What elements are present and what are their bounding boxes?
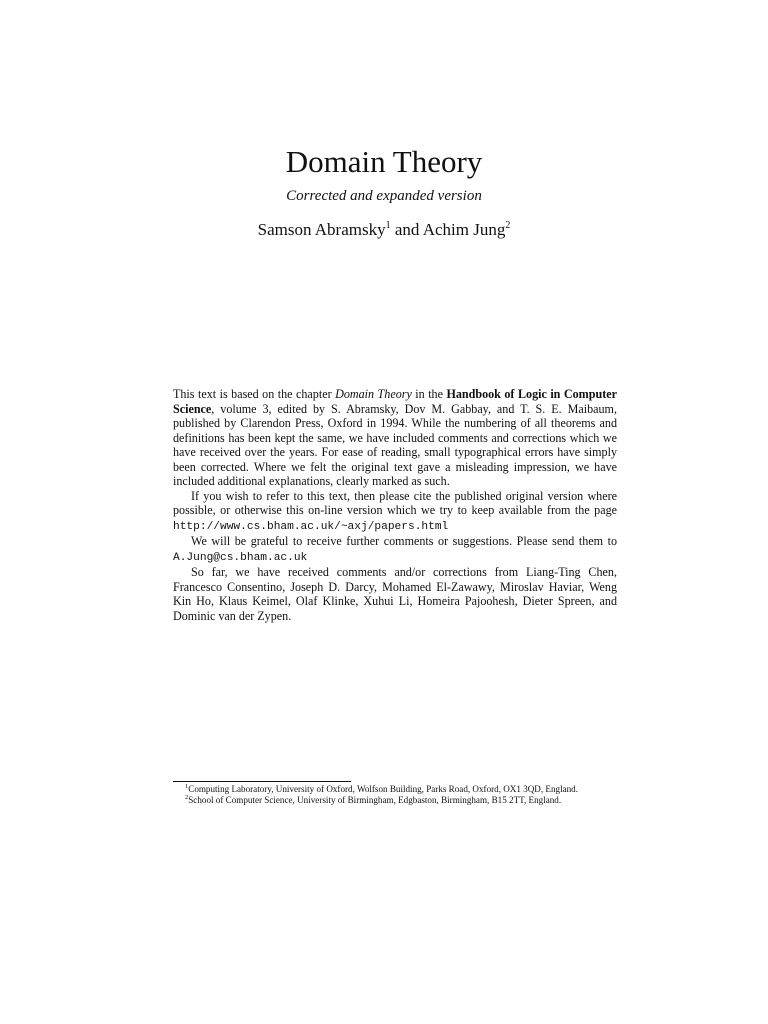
author-connector: and — [394, 220, 420, 239]
author-line — [0, 219, 768, 241]
email-link[interactable]: A.Jung@cs.bham.ac.uk — [173, 551, 308, 564]
chapter-title: Domain Theory — [335, 387, 412, 401]
footnote-text: Computing Laboratory, University of Oxford, Wolfson Building, Parks Road, Oxford, OX1 3QD, England. — [188, 784, 579, 794]
paragraph-citation — [173, 489, 617, 535]
paragraph-intro — [173, 387, 617, 489]
paragraph-acknowledgements: So far, we have received comments and/or corrections from Liang-Ting Chen, Francesco Consentino, Joseph D. Darcy, Mohamed El-Zawawy, Miroslav Haviar, Weng Kin Ho, Klaus Keimel, Olaf Klinke, Xuhui Li, Homeira Pajoohesh, Dieter Spreen, and Dominic van der Zypen. — [173, 565, 617, 623]
document-subtitle: Corrected and expanded version — [286, 188, 482, 204]
text-run: , volume 3, edited by S. Abramsky, Dov M. Gabbay, and T. S. E. Maibaum, published by Clarendon Press, Oxford in 1994. While the numbering of all theorems and definitions has been kept the same, we have included comments and corrections which we have received over the years. For ease of reading, small typographical errors have simply been corrected. Where we felt the original text gave a misleading impression, we have included additional explanations, clearly marked as such. — [173, 401, 617, 488]
book-title: Handbook of Logic in Computer Science — [173, 387, 617, 416]
author-name: Achim Jung — [422, 220, 506, 239]
author-name: Samson Abramsky — [257, 220, 386, 239]
footnotes — [173, 784, 617, 806]
preface-text — [173, 387, 617, 623]
footnote-1 — [173, 784, 617, 795]
text-run: in the — [411, 387, 447, 401]
text-run: If you wish to refer to this text, then please cite the published original version where possible, or otherwise this on-line version which we try to keep available from the page — [173, 488, 617, 517]
footnote-number: 2 — [185, 794, 189, 801]
footnote-marker: 1 — [385, 220, 391, 231]
footnote-text: School of Computer Science, University of Birmingham, Edgbaston, Birmingham, B15 2TT, England. — [188, 795, 562, 805]
footnote-marker: 2 — [505, 220, 511, 231]
text-run: We will be grateful to receive further comments or suggestions. Please send them to — [191, 534, 617, 548]
papers-url-link[interactable]: http://www.cs.bham.ac.uk/~axj/papers.html — [173, 520, 449, 533]
document-title: Domain Theory — [285, 144, 483, 179]
footnote-number: 1 — [185, 783, 189, 790]
text-run: This text is based on the chapter — [173, 387, 336, 401]
paragraph-feedback — [173, 534, 617, 565]
footnote-2 — [173, 795, 617, 806]
footnote-rule — [173, 781, 351, 782]
